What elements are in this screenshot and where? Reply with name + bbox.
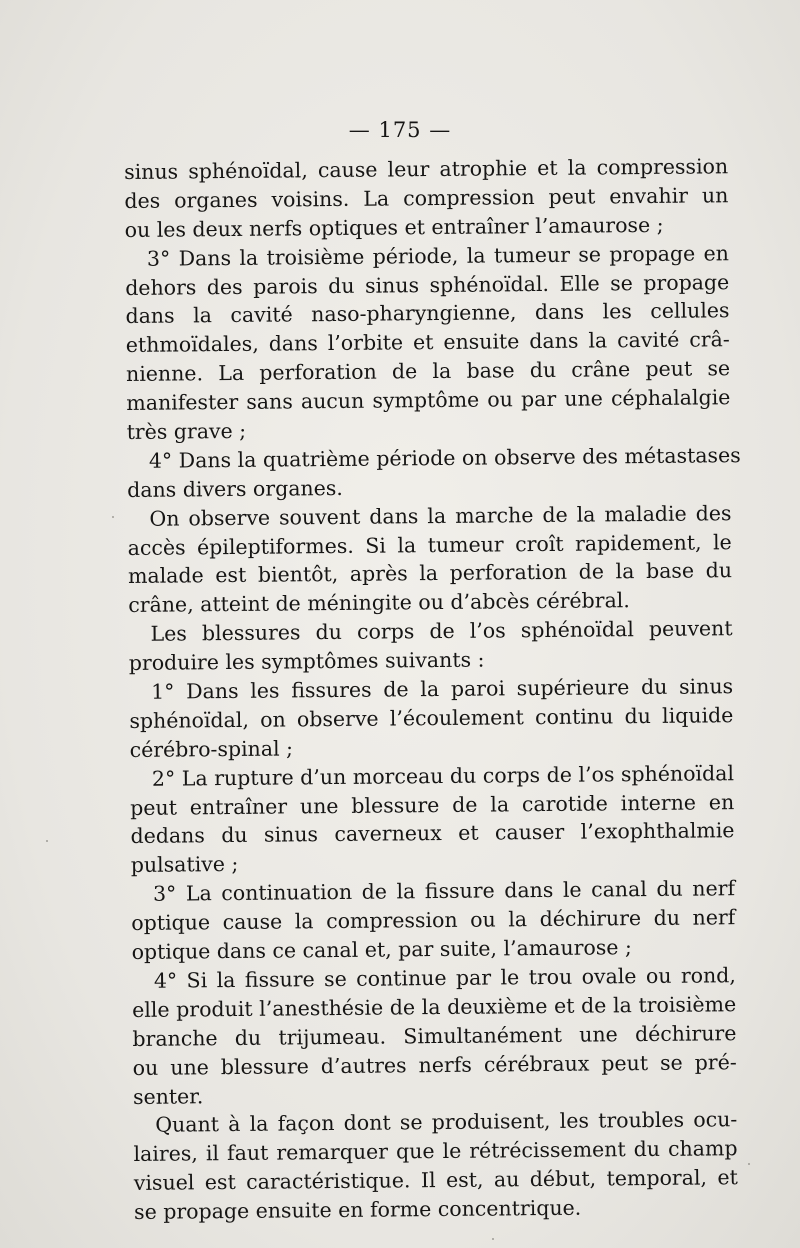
text-line: malade est bientôt, après la perforation de la base du	[127, 558, 733, 589]
text-line: produire les symptômes suivants :	[128, 647, 485, 676]
text-line: 3° La continuation de la fissure dans le canal du nerf	[152, 876, 736, 907]
text-line: des organes voisins. La compression peut envahir un	[124, 183, 729, 213]
paper-speck	[492, 1238, 494, 1240]
text-line: sinus sphénoïdal, cause leur atrophie et la compression	[124, 154, 729, 184]
text-line: 2° La rupture d’un morceau du corps de l’os sphénoïdal	[151, 760, 735, 791]
text-line: nienne. La perforation de la base du crâne peut se	[125, 356, 731, 387]
text-line: accès épileptiformes. Si la tumeur croît rapidement, le	[127, 529, 732, 560]
text-line: branche du trijumeau. Simultanément une déchirure	[132, 1020, 737, 1051]
paper-speck	[112, 516, 114, 518]
text-line: manifester sans aucun symptôme ou par une céphalalgie	[126, 385, 731, 416]
text-line: ou les deux nerfs optiques et entraîner l’amaurose ;	[124, 212, 664, 242]
text-line: dans la cavité naso-pharyngienne, dans les cellules	[125, 298, 730, 329]
text-line: ou une blessure d’autres nerfs cérébraux peut se pré-	[132, 1049, 737, 1080]
paper-speck	[748, 1163, 750, 1165]
text-line: 1° Dans les fissures de la paroi supérieure du sinus	[151, 674, 734, 704]
page-number: — 175 —	[348, 118, 452, 142]
text-line: Les blessures du corps de l’os sphénoïdal peuvent	[150, 616, 733, 647]
text-line: optique dans ce canal et, par suite, l’amaurose ;	[131, 935, 632, 965]
text-line: On observe souvent dans la marche de la maladie des	[149, 500, 732, 531]
text-line: visuel est caractéristique. Il est, au début, temporal, et	[133, 1165, 738, 1196]
text-line: elle produit l’anesthésie de la deuxième et de la troisième	[132, 991, 737, 1022]
text-line: 4° Si la fissure se continue par le trou ovale ou rond,	[153, 963, 736, 993]
text-line: sphénoïdal, on observe l’écoulement continu du liquide	[129, 703, 734, 733]
text-line: pulsative ;	[130, 852, 239, 878]
text-line: crâne, atteint de méningite ou d’abcès cérébral.	[128, 588, 630, 618]
text-line: ethmoïdales, dans l’orbite et ensuite dans la cavité crâ-	[125, 327, 730, 358]
text-line: senter.	[132, 1083, 204, 1109]
text-line: 3° Dans la troisième période, la tumeur se propage en	[146, 240, 730, 271]
paper-speck	[46, 840, 48, 842]
text-line: 4° Dans la quatrième période on observe des métastases	[148, 443, 741, 473]
text-line: se propage ensuite en forme concentrique.	[134, 1195, 582, 1225]
text-line: peut entraîner une blessure de la carotide interne en	[130, 789, 735, 820]
text-line: Quant à la façon dont se produisent, les troubles ocu-	[155, 1107, 738, 1138]
text-line: dans divers organes.	[127, 475, 343, 502]
text-line: très grave ;	[126, 418, 247, 445]
text-line: cérébro-spinal ;	[129, 736, 294, 762]
text-line: laires, il faut remarquer que le rétrécissement du champ	[133, 1136, 738, 1167]
body-text	[124, 152, 741, 1227]
text-line: optique cause la compression ou la déchirure du nerf	[131, 905, 736, 936]
text-line: dehors des parois du sinus sphénoïdal. Elle se propage	[125, 269, 730, 300]
text-line: dedans du sinus caverneux et causer l’exophthalmie	[130, 818, 735, 849]
